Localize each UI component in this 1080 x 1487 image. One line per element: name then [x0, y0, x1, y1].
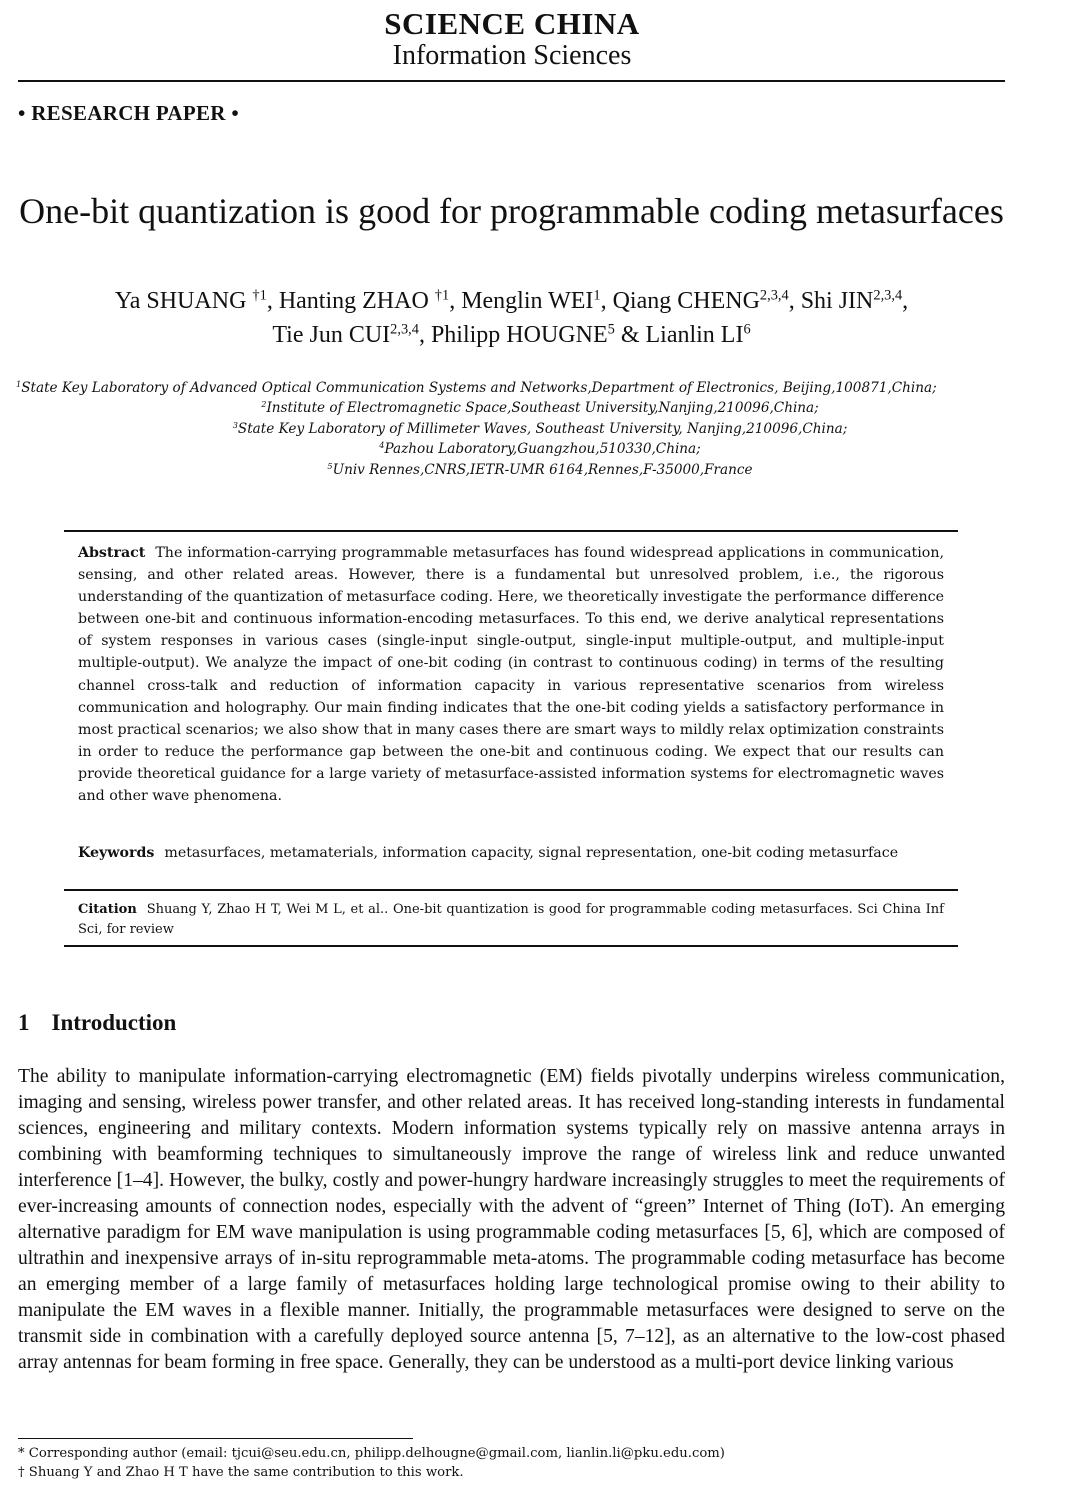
affiliation: [0, 421, 1080, 437]
footnote-equal-contribution: † Shuang Y and Zhao H T have the same contribution to this work.: [18, 1465, 464, 1480]
author-name: Qiang CHENG: [612, 288, 760, 314]
author-name: Shi JIN: [800, 288, 874, 314]
paper-title: One-bit quantization is good for programmable coding metasurfaces: [19, 191, 1004, 231]
citation-text: Shuang Y, Zhao H T, Wei M L, et al.. One-bit quantization is good for programmable coding metasurfaces. Sci China Inf Sci, for review: [78, 902, 944, 937]
journal-subtitle: Information Sciences: [392, 40, 632, 71]
author-sup: 2,3,4: [759, 287, 789, 304]
article-type: • RESEARCH PAPER •: [18, 101, 239, 125]
author-name: Hanting ZHAO: [278, 288, 429, 314]
affiliation-text: Pazhou Laboratory,Guangzhou,510330,China;: [384, 441, 701, 457]
citation-top-rule: [64, 889, 958, 891]
affiliation-sup: 5: [327, 461, 333, 472]
author-name: Tie Jun CUI: [272, 322, 391, 348]
journal-name: SCIENCE CHINA: [384, 6, 640, 41]
affiliation: [0, 400, 1080, 416]
abstract: [78, 542, 944, 807]
author-sup: †1: [252, 287, 267, 304]
author-sup: 2,3,4: [873, 287, 903, 304]
section-heading: [18, 1010, 176, 1036]
citation-label: Citation: [78, 902, 137, 917]
affiliation-text: Institute of Electromagnetic Space,Southeast University,Nanjing,210096,China;: [266, 400, 819, 416]
intro-paragraph: The ability to manipulate information-carrying electromagnetic (EM) fields pivotally underpins wireless communication, imaging and sensing, wireless power transfer, and other related areas. It has received long-standing interests in fundamental sciences, engineering and military contexts. Modern information systems typically rely on massive antenna arrays in combining with beamforming techniques to simultaneously improve the range of wireless link and reduce unwanted interference [1–4]. However, the bulky, costly and power-hungry hardware increasingly struggles to meet the requirements of ever-increasing amounts of connection nodes, especially with the advent of “green” Internet of Thing (IoT). An emerging alternative paradigm for EM wave manipulation is using programmable coding metasurfaces [5, 6], which are composed of ultrathin and inexpensive arrays of in-situ reprogrammable meta-atoms. The programmable coding metasurface has become an emerging member of a large family of metasurfaces holding large technological promise owing to their ability to manipulate the EM waves in a flexible manner. Initially, the programmable metasurfaces were designed to serve on the transmit side in combination with a carefully deployed source antenna [5, 7–12], as an alternative to the low-cost phased array antennas for beam forming in free space. Generally, they can be understood as a multi-port device linking various: [18, 1066, 1005, 1373]
author-line-1: Ya SHUANG $^{\dagger 1}$, Hanting ZHAO $^{\dagger 1}$, Menglin WEI$^1$, Qiang CHENG$^{2,3,4}$, Shi JIN$^{2,3,4}$,: [114, 287, 909, 314]
abstract-text: The information-carrying programmable metasurfaces has found widespread applications in communication, sensing, and other related areas. However, there is a fundamental but unresolved problem, i.e., the rigorous understanding of the quantization of metasurface coding. Here, we theoretically investigate the performance difference between one-bit and continuous information-encoding metasurfaces. To this end, we derive analytical representations of system responses in various cases (single-input single-output, single-input multiple-output, and multiple-input multiple-output). We analyze the impact of one-bit coding (in contrast to continuous coding) in terms of the resulting channel cross-talk and reduction of information capacity in various representative scenarios from wireless communication and holography. Our main finding indicates that the one-bit coding yields a satisfactory performance in most practical scenarios; we also show that in many cases there are smart ways to mildly relax optimization constraints in order to reduce the performance gap between the one-bit and continuous coding. We expect that our results can provide theoretical guidance for a large variety of metasurface-assisted information systems for electromagnetic waves and other wave phenomena.: [78, 545, 944, 805]
affiliation-sup: 3: [232, 420, 238, 431]
author-sup: 5: [607, 321, 615, 338]
abstract-bottom-rule: [64, 945, 958, 947]
abstract-label: Abstract: [78, 545, 146, 561]
author-sup: 1: [593, 287, 601, 304]
affiliation-sup: 1: [16, 379, 22, 390]
citation: [78, 900, 944, 939]
affiliation-sup: 4: [379, 440, 385, 451]
affiliation: [0, 462, 1080, 478]
author-name: Menglin WEI: [461, 288, 594, 314]
author-name: Ya SHUANG: [114, 288, 247, 314]
section-number: 1: [18, 1010, 30, 1035]
author-name: Lianlin LI: [645, 322, 744, 348]
author-name: Philipp HOUGNE: [430, 322, 608, 348]
affiliation-sup: 2: [261, 399, 267, 410]
footnote-rule: [18, 1438, 413, 1439]
footnote-corresponding: * Corresponding author (email: tjcui@seu.edu.cn, philipp.delhougne@gmail.com, lianlin.li@pku.edu.com): [18, 1446, 725, 1461]
author-sup: 2,3,4: [390, 321, 419, 338]
affiliation-text: State Key Laboratory of Advanced Optical Communication Systems and Networks,Department of Electronics, Beijing,100871,China;: [21, 380, 937, 396]
author-sup: 6: [743, 321, 751, 338]
section-title: Introduction: [51, 1010, 177, 1035]
author-sup: †1: [434, 287, 450, 304]
affiliation: [0, 441, 1080, 457]
keywords-label: Keywords: [78, 845, 155, 861]
affiliation-text: Univ Rennes,CNRS,IETR-UMR 6164,Rennes,F-35000,France: [332, 462, 753, 478]
keywords: [78, 842, 944, 864]
affiliation-text: State Key Laboratory of Millimeter Waves, Southeast University, Nanjing,210096,China;: [237, 421, 848, 437]
affiliation: [16, 380, 1080, 396]
author-line-2: Tie Jun CUI$^{2,3,4}$, Philipp HOUGNE$^5$ & Lianlin $LI^6$: [272, 321, 751, 348]
abstract-top-rule: [64, 530, 958, 532]
keywords-text: metasurfaces, metamaterials, information capacity, signal representation, one-bit coding metasurface: [164, 845, 899, 861]
header-rule: [18, 80, 1005, 82]
